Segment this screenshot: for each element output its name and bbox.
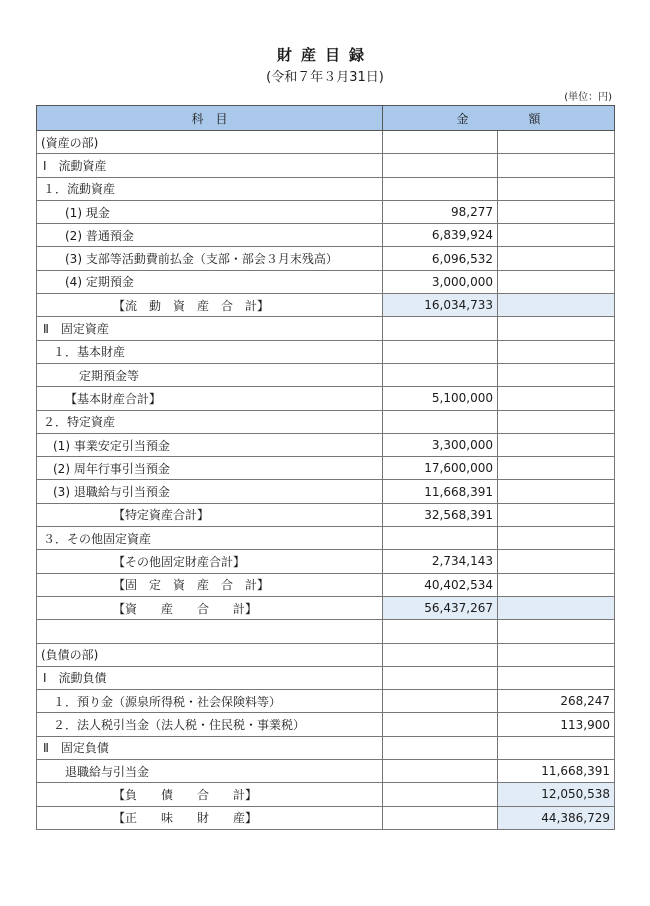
row-amount-sub: 40,402,534 bbox=[383, 573, 498, 596]
row-amount-sub: 2,734,143 bbox=[383, 550, 498, 573]
row-amount-sub bbox=[383, 340, 498, 363]
row-amount-sub bbox=[383, 713, 498, 736]
row-amount-total bbox=[498, 177, 615, 200]
table-row bbox=[37, 690, 615, 713]
unit-label: (単位：円) bbox=[564, 92, 612, 103]
table-row bbox=[37, 294, 615, 317]
row-amount-sub bbox=[383, 131, 498, 154]
row-label: (1) 現金 bbox=[37, 200, 383, 223]
row-label: 【固 定 資 産 合 計】 bbox=[37, 573, 383, 596]
row-amount-sub bbox=[383, 410, 498, 433]
row-label: 【特定資産合計】 bbox=[37, 503, 383, 526]
row-label: 【流 動 資 産 合 計】 bbox=[37, 294, 383, 317]
row-amount-total bbox=[498, 247, 615, 270]
table-row bbox=[37, 783, 615, 806]
row-label: (負債の部) bbox=[37, 643, 383, 666]
row-amount-total bbox=[498, 643, 615, 666]
table-row bbox=[37, 457, 615, 480]
row-amount-total bbox=[498, 620, 615, 643]
row-label: 定期預金等 bbox=[37, 363, 383, 386]
row-amount-total bbox=[498, 736, 615, 759]
row-label: 退職給与引当金 bbox=[37, 760, 383, 783]
table-row bbox=[37, 503, 615, 526]
date-subtitle: (令和７年３月31日) bbox=[266, 70, 384, 85]
table-row bbox=[37, 177, 615, 200]
row-amount-sub bbox=[383, 643, 498, 666]
table-row bbox=[37, 806, 615, 829]
table-body bbox=[37, 131, 615, 830]
row-amount-sub bbox=[383, 177, 498, 200]
row-amount-sub: 3,000,000 bbox=[383, 270, 498, 293]
table-row bbox=[37, 200, 615, 223]
row-amount-sub bbox=[383, 620, 498, 643]
row-amount-total bbox=[498, 270, 615, 293]
row-amount-sub bbox=[383, 527, 498, 550]
row-amount-sub bbox=[383, 690, 498, 713]
table-row bbox=[37, 410, 615, 433]
row-amount-total bbox=[498, 294, 615, 317]
row-amount-total bbox=[498, 340, 615, 363]
header-item: 科 目 bbox=[37, 106, 383, 131]
table-row bbox=[37, 270, 615, 293]
row-amount-sub: 11,668,391 bbox=[383, 480, 498, 503]
table-row bbox=[37, 527, 615, 550]
row-amount-total: 113,900 bbox=[498, 713, 615, 736]
table-row bbox=[37, 247, 615, 270]
row-amount-total bbox=[498, 363, 615, 386]
row-amount-sub: 3,300,000 bbox=[383, 433, 498, 456]
row-amount-total: 268,247 bbox=[498, 690, 615, 713]
row-label: １．流動資産 bbox=[37, 177, 383, 200]
row-amount-total bbox=[498, 131, 615, 154]
inventory-table bbox=[36, 105, 615, 830]
row-label bbox=[37, 620, 383, 643]
row-amount-total bbox=[498, 410, 615, 433]
row-label: 【負 債 合 計】 bbox=[37, 783, 383, 806]
page-title: 財産目録 bbox=[276, 46, 373, 64]
row-amount-sub bbox=[383, 783, 498, 806]
row-amount-total bbox=[498, 200, 615, 223]
table-row bbox=[37, 573, 615, 596]
row-amount-total bbox=[498, 573, 615, 596]
row-amount-total: 12,050,538 bbox=[498, 783, 615, 806]
row-label: 【資 産 合 計】 bbox=[37, 596, 383, 619]
row-amount-total bbox=[498, 317, 615, 340]
row-label: １．基本財産 bbox=[37, 340, 383, 363]
table-row bbox=[37, 224, 615, 247]
table-row bbox=[37, 340, 615, 363]
row-label: １．預り金（源泉所得税・社会保険料等） bbox=[37, 690, 383, 713]
row-amount-total: 11,668,391 bbox=[498, 760, 615, 783]
row-label: Ⅰ 流動負債 bbox=[37, 666, 383, 689]
row-label: (4) 定期預金 bbox=[37, 270, 383, 293]
row-amount-sub bbox=[383, 806, 498, 829]
row-label: (資産の部) bbox=[37, 131, 383, 154]
table-row bbox=[37, 736, 615, 759]
row-amount-sub bbox=[383, 760, 498, 783]
row-label: (1) 事業安定引当預金 bbox=[37, 433, 383, 456]
row-label: Ⅰ 流動資産 bbox=[37, 154, 383, 177]
table-row bbox=[37, 643, 615, 666]
row-amount-total bbox=[498, 387, 615, 410]
row-amount-total bbox=[498, 480, 615, 503]
row-amount-sub: 98,277 bbox=[383, 200, 498, 223]
table-row bbox=[37, 620, 615, 643]
header-row bbox=[37, 106, 615, 131]
row-amount-sub: 6,096,532 bbox=[383, 247, 498, 270]
row-amount-sub: 5,100,000 bbox=[383, 387, 498, 410]
row-amount-total bbox=[498, 154, 615, 177]
row-label: (2) 普通預金 bbox=[37, 224, 383, 247]
row-amount-sub: 17,600,000 bbox=[383, 457, 498, 480]
row-amount-sub bbox=[383, 363, 498, 386]
table-row bbox=[37, 433, 615, 456]
row-amount-sub bbox=[383, 317, 498, 340]
table-row bbox=[37, 480, 615, 503]
row-amount-sub bbox=[383, 666, 498, 689]
row-amount-total: 44,386,729 bbox=[498, 806, 615, 829]
header-amount: 金 額 bbox=[383, 106, 615, 131]
table-row bbox=[37, 363, 615, 386]
table-row bbox=[37, 317, 615, 340]
row-label: ３．その他固定資産 bbox=[37, 527, 383, 550]
row-label: Ⅱ 固定資産 bbox=[37, 317, 383, 340]
row-amount-total bbox=[498, 503, 615, 526]
row-amount-total bbox=[498, 596, 615, 619]
row-label: 【基本財産合計】 bbox=[37, 387, 383, 410]
row-amount-total bbox=[498, 433, 615, 456]
row-label: 【正 味 財 産】 bbox=[37, 806, 383, 829]
row-label: (3) 退職給与引当預金 bbox=[37, 480, 383, 503]
table-row bbox=[37, 596, 615, 619]
row-amount-total bbox=[498, 457, 615, 480]
row-amount-total bbox=[498, 527, 615, 550]
table-row bbox=[37, 550, 615, 573]
table-row bbox=[37, 666, 615, 689]
table-row bbox=[37, 154, 615, 177]
table-row bbox=[37, 713, 615, 736]
row-amount-total bbox=[498, 224, 615, 247]
row-amount-total bbox=[498, 550, 615, 573]
row-label: (3) 支部等活動費前払金（支部・部会３月末残高） bbox=[37, 247, 383, 270]
table-row bbox=[37, 760, 615, 783]
row-amount-sub bbox=[383, 736, 498, 759]
row-amount-total bbox=[498, 666, 615, 689]
row-label: ２．特定資産 bbox=[37, 410, 383, 433]
row-amount-sub: 56,437,267 bbox=[383, 596, 498, 619]
row-label: ２．法人税引当金（法人税・住民税・事業税） bbox=[37, 713, 383, 736]
row-amount-sub: 6,839,924 bbox=[383, 224, 498, 247]
table-row bbox=[37, 387, 615, 410]
table-row bbox=[37, 131, 615, 154]
row-amount-sub: 32,568,391 bbox=[383, 503, 498, 526]
row-amount-sub bbox=[383, 154, 498, 177]
row-amount-sub: 16,034,733 bbox=[383, 294, 498, 317]
row-label: Ⅱ 固定負債 bbox=[37, 736, 383, 759]
row-label: 【その他固定財産合計】 bbox=[37, 550, 383, 573]
row-label: (2) 周年行事引当預金 bbox=[37, 457, 383, 480]
table-header bbox=[37, 106, 615, 131]
